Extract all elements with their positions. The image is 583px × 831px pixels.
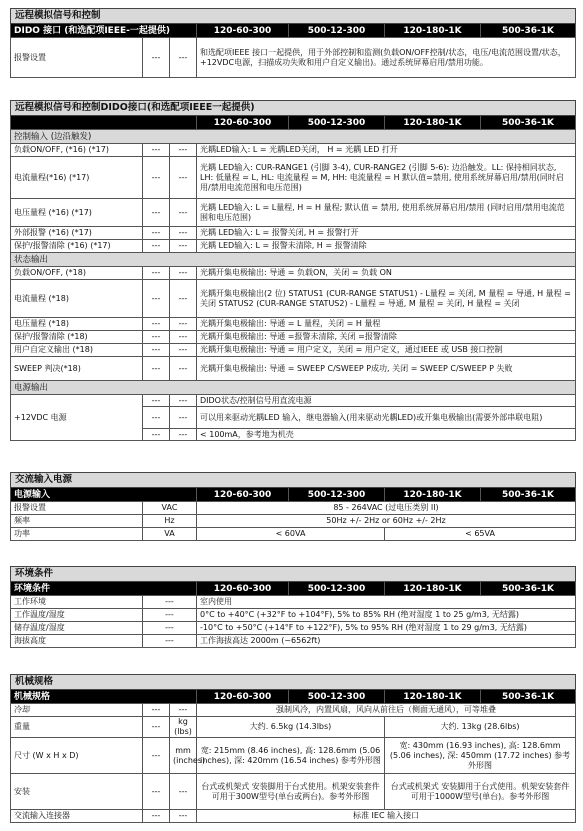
- row-label: 保护/报警清除 (*18): [11, 331, 143, 344]
- dash-cell: ---: [170, 429, 197, 441]
- row-label: 负载ON/OFF, (*16) (*17): [11, 144, 143, 157]
- dash-cell: ---: [143, 280, 170, 318]
- row-label: 用户自定义输出 (*18): [11, 344, 143, 357]
- row-value: < 65VA: [385, 528, 576, 541]
- row-value: -10°C to +50°C (+14°F to +122°F), 5% to 95% RH (绝对湿度 1 to 29 g/m3, 无结露): [197, 622, 576, 635]
- dash-cell: ---: [170, 227, 197, 240]
- model-header: 120-60-300: [197, 690, 289, 704]
- unit-cell: ---: [170, 774, 197, 810]
- dash-cell: ---: [170, 331, 197, 344]
- model-header: 120-180-1K: [385, 690, 481, 704]
- row-value: 0°C to +40°C (+32°F to +104°F), 5% to 85% RH (绝对湿度 1 to 25 g/m3, 无结露): [197, 609, 576, 622]
- dash-cell: ---: [143, 331, 170, 344]
- row-label: 外部报警 (*16) (*17): [11, 227, 143, 240]
- row-label: SWEEP 判决(*18): [11, 357, 143, 381]
- dash-cell: ---: [170, 280, 197, 318]
- row-label: 电压量程 (*16) (*17): [11, 199, 143, 227]
- dash-cell: ---: [143, 622, 197, 635]
- table-header: [11, 116, 197, 130]
- model-header: 500-12-300: [289, 24, 385, 38]
- dash-cell: ---: [170, 344, 197, 357]
- model-header: 120-60-300: [197, 488, 289, 502]
- dash-cell: ---: [143, 717, 170, 738]
- model-header: 500-12-300: [289, 690, 385, 704]
- dash-cell: ---: [170, 357, 197, 381]
- row-label: 报警设置: [11, 38, 143, 78]
- dash-cell: ---: [170, 144, 197, 157]
- row-label: 工作环境: [11, 596, 143, 609]
- model-header: 500-12-300: [289, 488, 385, 502]
- section-remote-signals: [10, 8, 575, 78]
- row-label: 尺寸 (W x H x D): [11, 738, 143, 774]
- row-value: 85 - 264VAC (过电压类别 II): [197, 502, 576, 515]
- dash-cell: ---: [143, 407, 170, 429]
- dash-cell: ---: [170, 157, 197, 199]
- row-value: < 60VA: [197, 528, 385, 541]
- row-label: 频率: [11, 515, 143, 528]
- row-desc: 光耦 LED输入: L = L量程, H = H 量程; 默认值 = 禁用, 使用系统屏幕启用/禁用 (同时启用/禁用电流范围和电压范围): [197, 199, 576, 227]
- dash-cell: ---: [143, 596, 197, 609]
- model-header: 120-60-300: [197, 116, 289, 130]
- model-header: 500-36-1K: [481, 690, 576, 704]
- section-title: 交流输入电源: [11, 473, 576, 488]
- dash-cell: ---: [143, 395, 170, 407]
- dash-cell: ---: [170, 407, 197, 429]
- dash-cell: ---: [143, 318, 170, 331]
- row-desc: 光耦开集电极输出: 导通 = L 量程，关闭 = H 量程: [197, 318, 576, 331]
- unit-cell: kg (lbs): [170, 717, 197, 738]
- row-label: 电压量程 (*18): [11, 318, 143, 331]
- dash-cell: ---: [143, 144, 170, 157]
- dash-cell: ---: [170, 395, 197, 407]
- row-desc: DIDO状态/控制信号用直流电源: [197, 395, 576, 407]
- model-header: 500-12-300: [289, 116, 385, 130]
- row-value: 标准 IEC 输入接口: [197, 810, 576, 823]
- row-value: 宽: 430mm (16.93 inches), 高: 128.6mm (5.06 inches), 深: 450mm (17.72 inches) 参考外形图: [385, 738, 576, 774]
- dash-cell: ---: [143, 429, 170, 441]
- row-desc: 光耦LED输入: L = 光耦LED关闭， H = 光耦 LED 打开: [197, 144, 576, 157]
- group-label: 控制输入 (边沿触发): [11, 130, 576, 144]
- row-label: 报警设置: [11, 502, 143, 515]
- model-header: 120-180-1K: [385, 488, 481, 502]
- row-label: 海拔高度: [11, 635, 143, 648]
- model-header: 120-180-1K: [385, 116, 481, 130]
- section-ac-input: [10, 472, 575, 541]
- model-header: 500-36-1K: [481, 488, 576, 502]
- dash-cell: ---: [143, 810, 170, 823]
- row-label: 电流量程(*16) (*17): [11, 157, 143, 199]
- model-header: 120-60-300: [197, 24, 289, 38]
- row-desc: 光耦开集电极输出: 导通 = 负载ON，关闭 = 负载 ON: [197, 267, 576, 280]
- dash-cell: ---: [143, 357, 170, 381]
- row-label: 储存温度/湿度: [11, 622, 143, 635]
- model-header: 500-12-300: [289, 582, 385, 596]
- table-header: DIDO 接口 (和选配项IEEE-一起提供): [11, 24, 197, 38]
- dash-cell: ---: [170, 267, 197, 280]
- row-desc: 光耦 LED输入: CUR-RANGE1 (引脚 3-4), CUR-RANGE2 (引脚 5-6): 边沿触发。LL: 保持相同状态, LH: 低量程 = L, HL: 电流量程 = M, HH: 电流量程 = H 默认值=禁用, 使用系统屏幕启用/禁用(同时启用/禁用电流范围和电压范围): [197, 157, 576, 199]
- dash-cell: ---: [143, 227, 170, 240]
- dash-cell: ---: [143, 38, 170, 78]
- row-value: 室内使用: [197, 596, 576, 609]
- unit-cell: VA: [143, 528, 197, 541]
- dash-cell: ---: [143, 609, 197, 622]
- row-desc: 光耦开集电极输出: 导通 =报警未清除, 关闭 =报警清除: [197, 331, 576, 344]
- row-desc: 光耦开集电极输出: 导通 = 用户定义，关闭 = 用户定义，通过IEEE 或 USB 接口控制: [197, 344, 576, 357]
- unit-cell: Hz: [143, 515, 197, 528]
- row-label: 交流输入连接器: [11, 810, 143, 823]
- dash-cell: ---: [143, 738, 170, 774]
- section-title: 远程模拟信号和控制: [11, 9, 576, 24]
- row-value: 强制风冷，内置风扇，风向从前往后（侧面无通风），可等堆叠: [197, 704, 576, 717]
- dash-cell: ---: [143, 267, 170, 280]
- section-environment: [10, 566, 575, 648]
- row-label: 工作温度/湿度: [11, 609, 143, 622]
- row-label: 保护/报警清除 (*16) (*17): [11, 240, 143, 253]
- model-header: 120-180-1K: [385, 24, 481, 38]
- section-dido: [10, 100, 575, 441]
- row-value: 台式或机架式 安装脚用于台式使用。机架安装套件可用于300W型号(单台或两台)。参考外形图: [197, 774, 385, 810]
- model-header: 120-180-1K: [385, 582, 481, 596]
- model-header: 120-60-300: [197, 582, 289, 596]
- dash-cell: ---: [143, 157, 170, 199]
- row-label: 功率: [11, 528, 143, 541]
- dash-cell: ---: [143, 199, 170, 227]
- row-desc: 和选配项IEEE 接口一起提供，用于外部控制和监测(负载ON/OFF控制/状态，电压/电流范围设置/状态，+12VDC电源，扫描成功失败和用户自定义输出)。通过系统屏幕启用/禁用功能。: [197, 38, 576, 78]
- dash-cell: ---: [143, 704, 170, 717]
- model-header: 500-36-1K: [481, 24, 576, 38]
- row-desc: 可以用来驱动光耦LED 输入，继电器输入(用来驱动光耦LED)或开集电极输出(需要外部串联电阻): [197, 407, 576, 429]
- section-title: 机械规格: [11, 675, 576, 690]
- row-value: 50Hz +/- 2Hz or 60Hz +/- 2Hz: [197, 515, 576, 528]
- row-value: 工作海拔高达 2000m (~6562ft): [197, 635, 576, 648]
- group-label: 电源输出: [11, 381, 576, 395]
- row-label: 负载ON/OFF, (*18): [11, 267, 143, 280]
- group-label: 状态输出: [11, 253, 576, 267]
- dash-cell: ---: [143, 635, 197, 648]
- unit-cell: VAC: [143, 502, 197, 515]
- row-value: 大约. 13kg (28.6lbs): [385, 717, 576, 738]
- table-header: 环境条件: [11, 582, 197, 596]
- unit-cell: ---: [170, 810, 197, 823]
- dash-cell: ---: [170, 199, 197, 227]
- row-label: 安装: [11, 774, 143, 810]
- dash-cell: ---: [170, 240, 197, 253]
- section-mechanical: [10, 674, 575, 823]
- row-value: 宽: 215mm (8.46 inches), 高: 128.6mm (5.06 inches), 深: 420mm (16.54 inches) 参考外形图: [197, 738, 385, 774]
- row-desc: 光耦 LED输入: L = 报警未清除, H = 报警清除: [197, 240, 576, 253]
- row-desc: 光耦开集电极输出(2 位) STATUS1 (CUR-RANGE STATUS1) - L量程 = 关闭, M 量程 = 导通, H 量程 = 关闭 STATUS2 (CUR-RANGE STATUS2) - L量程 = 导通, M 量程 = 关闭, H 量程 = 关闭: [197, 280, 576, 318]
- row-value: 台式或机架式 安装脚用于台式使用。机架安装套件可用于1000W型号(单台)。参考外形图: [385, 774, 576, 810]
- row-desc: < 100mA，参考地为机壳: [197, 429, 576, 441]
- row-desc: 光耦开集电极输出: 导通 = SWEEP C/SWEEP P成功, 关闭 = SWEEP C/SWEEP P 失败: [197, 357, 576, 381]
- row-label: 冷却: [11, 704, 143, 717]
- row-desc: 光耦 LED输入: L = 报警关闭, H = 报警打开: [197, 227, 576, 240]
- row-value: 大约. 6.5kg (14.3lbs): [197, 717, 385, 738]
- unit-cell: mm (inches): [170, 738, 197, 774]
- model-header: 500-36-1K: [481, 582, 576, 596]
- section-title: 环境条件: [11, 567, 576, 582]
- dash-cell: ---: [143, 344, 170, 357]
- row-label: 重量: [11, 717, 143, 738]
- unit-cell: ---: [170, 704, 197, 717]
- dash-cell: ---: [143, 774, 170, 810]
- row-label: +12VDC 电源: [11, 395, 143, 441]
- model-header: 500-36-1K: [481, 116, 576, 130]
- dash-cell: ---: [170, 38, 197, 78]
- table-header: 机械规格: [11, 690, 197, 704]
- row-label: 电流量程 (*18): [11, 280, 143, 318]
- dash-cell: ---: [143, 240, 170, 253]
- table-header: 电源输入: [11, 488, 197, 502]
- dash-cell: ---: [170, 318, 197, 331]
- section-title: 远程模拟信号和控制DIDO接口(和选配项IEEE一起提供): [11, 101, 576, 116]
